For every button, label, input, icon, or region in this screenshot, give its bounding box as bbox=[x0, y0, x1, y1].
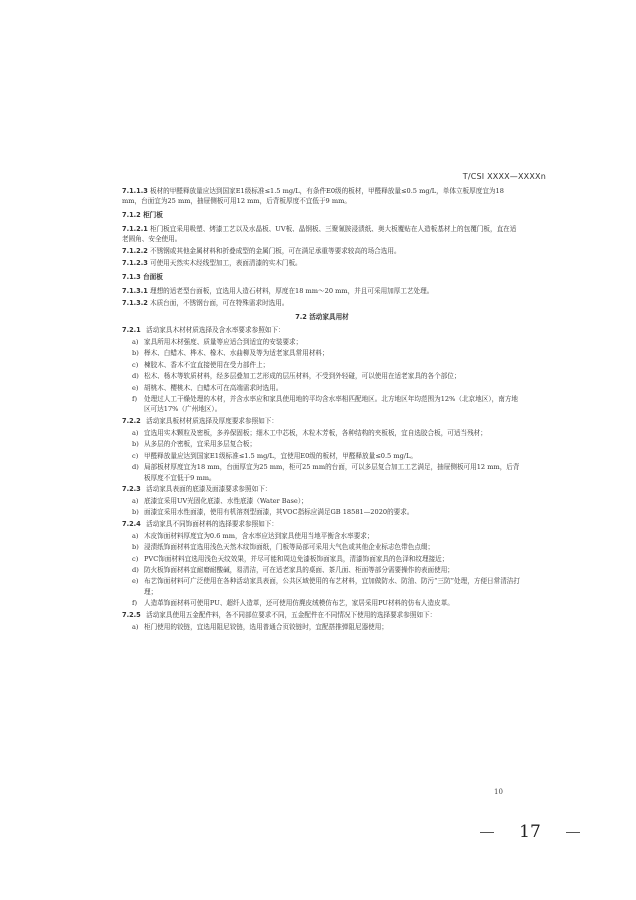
list-marker: f) bbox=[132, 395, 138, 404]
list-item-text: 木皮饰面材料厚度宜为0.6 mm，含水率应达到家具使用当地平衡含水率要求； bbox=[144, 531, 374, 540]
list-marker: b) bbox=[132, 440, 139, 449]
folio-dash-left bbox=[480, 832, 494, 833]
clause-paragraph bbox=[122, 298, 522, 308]
list-item bbox=[122, 439, 522, 449]
clause-paragraph bbox=[122, 224, 522, 245]
list-item bbox=[122, 496, 522, 506]
list-item-text: 防火板饰面材料宜耐磨耐酸碱，易清洁，可在适老家具的桌面、茶几面、柜面等部分需要操作的表面使用； bbox=[144, 565, 454, 574]
document-body bbox=[122, 186, 522, 633]
clause-text: 活动家具使用五金配件料，各不同部位要求不同，五金配件在不同情况下使用的选择要求参照如下： bbox=[146, 610, 437, 619]
list-item-text: 柜门使用的铰链，宜选用阻尼铰链，选用普通合页铰链时，宜配搭推弹阻尼器使用； bbox=[144, 622, 388, 631]
list-item bbox=[122, 554, 522, 564]
clause-paragraph bbox=[122, 484, 522, 494]
list-marker: b) bbox=[132, 508, 139, 517]
clause-text: 活动家具木材材质选择及含水率要求参照如下： bbox=[146, 326, 285, 335]
list-item-text: 处理过人工干燥处理的木材，并含水率应和家具使用地的平均含水率相匹配地区。北方地区年均范围为12%（北京地区），南方地区可达17%（广州地区）。 bbox=[144, 395, 519, 414]
list-item-text: 宜选用实木颗粒及密板，多养保固板；细木工中芯板，木粒木芳板，各种结构的夹板板，宜自选胶合板，可适当残材； bbox=[144, 428, 487, 437]
clause-paragraph bbox=[122, 325, 522, 335]
clause-paragraph bbox=[122, 610, 522, 620]
clause-number: 7.1.3.1 bbox=[122, 286, 148, 295]
list-marker: f) bbox=[132, 599, 138, 608]
clause-text: 木质台面，不锈钢台面，可在特殊需求时选用。 bbox=[149, 298, 289, 307]
list-item bbox=[122, 337, 522, 347]
list-marker: c) bbox=[132, 451, 139, 460]
clause-number: 7.2.5 bbox=[122, 610, 141, 619]
clause-text: 活动家具不同饰面材料的选择要求参照如下： bbox=[146, 519, 278, 528]
section-heading: 7.2 活动家具用材 bbox=[295, 312, 349, 321]
clause-number: 7.1.2.1 bbox=[122, 224, 148, 233]
clause-text: 可使用天然实木经线型加工，表面清漆的实木门板。 bbox=[149, 259, 302, 268]
list-item-text: 胡桃木、樱桃木、白蜡木可在高端需求时选用。 bbox=[144, 383, 283, 392]
list-item bbox=[122, 348, 522, 358]
list-item-text: 浸渍纸饰面材料宜选用浅色天然木纹饰面纸，门板等局部可采用大气色或其他企业标志色带色点缀； bbox=[144, 543, 435, 552]
list-marker: d) bbox=[132, 372, 139, 381]
clause-text: 板材的甲醛释放量应达到国家E1级标准≤1.5 mg/L，有条件E0级的板材，甲醛释放量≤0.5 mg/L，单体立板厚度宜为18 mm，台面宜为25 mm，抽屉侧板可用12 mm，后背板厚度不宜低于9 mm。 bbox=[122, 187, 504, 206]
list-marker: a) bbox=[132, 496, 139, 505]
standard-code: T/CSI XXXX—XXXXn bbox=[462, 172, 546, 181]
subsection-heading: 7.1.3 台面板 bbox=[122, 273, 163, 282]
list-item-text: 松木、杨木等软质材料，经多层叠加工艺形成的层压材料，不受到外轻碰，可以使用在适老家具的各个部位； bbox=[144, 372, 461, 381]
clause-paragraph bbox=[122, 246, 522, 256]
clause-number: 7.2.2 bbox=[122, 416, 141, 425]
list-item-text: 从多层的介密板，宜采用多层复合板； bbox=[144, 440, 257, 449]
clause-paragraph bbox=[122, 186, 522, 207]
list-item bbox=[122, 542, 522, 552]
list-marker: b) bbox=[132, 349, 139, 358]
list-item-text: 甲醛释放量应达到国家E1级标准≤1.5 mg/L，宜使用E0级的板材，甲醛释放量≤0.5 mg/L。 bbox=[144, 451, 418, 460]
clause-paragraph bbox=[122, 416, 522, 426]
list-item bbox=[122, 622, 522, 632]
list-item bbox=[122, 565, 522, 575]
list-marker: a) bbox=[132, 338, 139, 347]
clause-text: 活动家具板材材质选择及厚度要求参照如下： bbox=[146, 416, 278, 425]
clause-paragraph bbox=[122, 519, 522, 529]
list-item-text: 楝胶木、香木不宜直接使用在受力部件上； bbox=[144, 360, 270, 369]
list-item bbox=[122, 507, 522, 517]
folio bbox=[480, 822, 580, 842]
list-item bbox=[122, 598, 522, 608]
clause-number: 7.2.4 bbox=[122, 519, 141, 528]
clause-number: 7.1.2.3 bbox=[122, 259, 148, 268]
list-marker: a) bbox=[132, 428, 139, 437]
list-item bbox=[122, 383, 522, 393]
clause-paragraph bbox=[122, 258, 522, 268]
list-marker: d) bbox=[132, 565, 139, 574]
clause-text: 活动家具表面的底漆及面漆要求参照如下： bbox=[146, 484, 272, 493]
subsection-heading: 7.1.2 柜门板 bbox=[122, 211, 163, 220]
list-marker: d) bbox=[132, 463, 139, 472]
clause-text: 不锈钢或其他金属材料和折叠成型的金属门板，可在满足承重等要求较高的场合选用。 bbox=[149, 247, 401, 256]
page-number: 10 bbox=[494, 788, 503, 796]
clause-text: 柜门板宜采用吸塑、烤漆工艺以及水晶板、UV板、晶钢板、三聚氰胺浸渍纸、奥大板覆贴在人造板基材上的包覆门板，直在适老圆角、安全使用。 bbox=[122, 224, 517, 244]
clause-number: 7.2.1 bbox=[122, 326, 141, 335]
list-item bbox=[122, 576, 522, 597]
list-item bbox=[122, 394, 522, 415]
list-marker: b) bbox=[132, 543, 139, 552]
list-marker: a) bbox=[132, 531, 139, 540]
list-marker: c) bbox=[132, 554, 139, 563]
list-marker: c) bbox=[132, 360, 139, 369]
list-item bbox=[122, 531, 522, 541]
list-item-text: 人造革饰面材料可使用PU、超纤人造革，还可使用仿麂皮绒模仿布艺，家居采用PU材料的仿布人造皮革。 bbox=[144, 599, 454, 608]
list-item bbox=[122, 360, 522, 370]
clause-paragraph bbox=[122, 286, 522, 296]
clause-number: 7.2.3 bbox=[122, 484, 141, 493]
clause-number: 7.1.3.2 bbox=[122, 298, 148, 307]
list-item-text: 布艺饰面材料可广泛使用在各种活动家具表面，公共区域使用的布艺材料，宜加做防水、防油、防污“三防”处理，方便日常清洁打理； bbox=[144, 577, 520, 596]
list-item bbox=[122, 371, 522, 381]
list-item bbox=[122, 428, 522, 438]
list-item-text: 面漆宜采用水性面漆，使用有机溶剂型面漆，其VOC指标应满足GB 18581—2020的要求。 bbox=[144, 508, 414, 517]
folio-dash-right bbox=[566, 832, 580, 833]
list-item-text: 底漆宜采用UV光固化底漆、水性底漆（Water Base）； bbox=[144, 496, 308, 505]
list-item-text: PVC饰面材料宜选用浅色天纹效果，并尽可能和周边免漆板饰面家具，清漆饰面家具的色泽和纹理接近； bbox=[144, 554, 449, 563]
clause-text: 理想的适老型台面板，宜选用人造石材料，厚度在18 mm～20 mm，并且可采用加厚工艺处理。 bbox=[149, 286, 434, 295]
folio-number: 17 bbox=[519, 822, 541, 842]
clause-number: 7.1.2.2 bbox=[122, 247, 148, 256]
list-item bbox=[122, 451, 522, 461]
list-marker: a) bbox=[132, 622, 139, 631]
list-item-text: 家具所用木材强度、质量等应适合到适宜的安装要求； bbox=[144, 338, 303, 347]
list-marker: e) bbox=[132, 383, 139, 392]
list-item-text: 局部板材厚度宜为18 mm，台面厚宜为25 mm，柜可25 mm的台面，可以多层复合加工工艺满足，抽屉侧板可用12 mm，后背板厚度不宜低于9 mm。 bbox=[144, 463, 520, 482]
list-item-text: 榉木、白蜡木、桦木、橡木、水曲柳及等为适老家具常用材料； bbox=[144, 349, 329, 358]
list-marker: e) bbox=[132, 577, 139, 586]
list-item bbox=[122, 462, 522, 483]
clause-number: 7.1.1.3 bbox=[122, 187, 148, 195]
